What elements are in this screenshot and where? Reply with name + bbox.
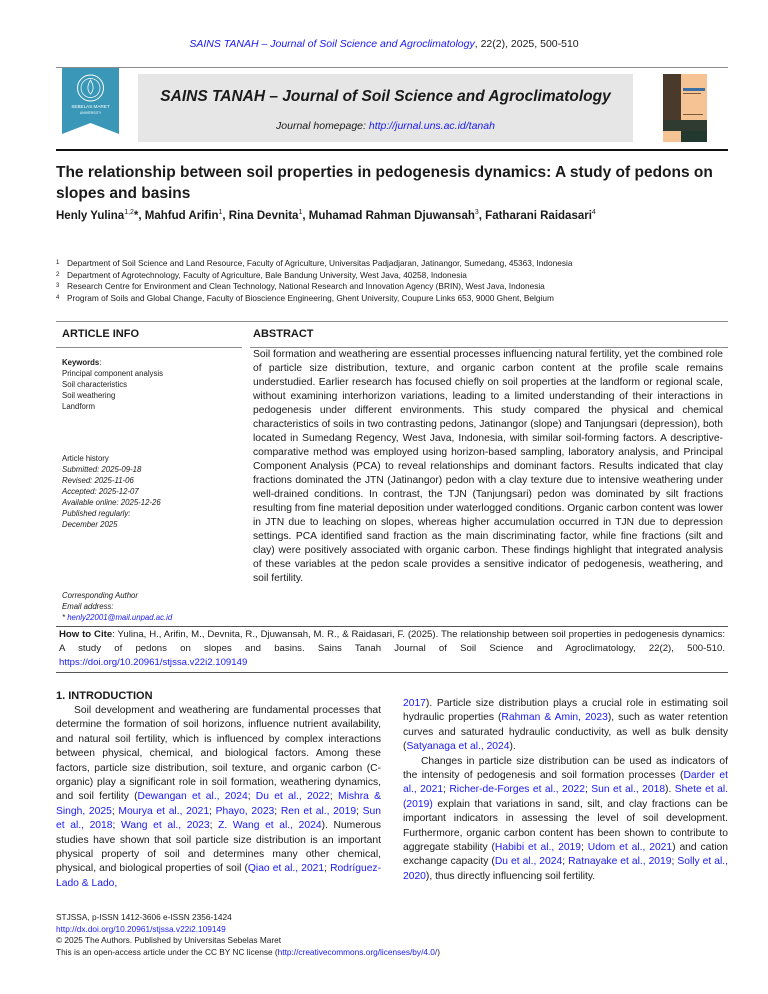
body-text: explain that variations in sand, silt, and clay fractions can be important indicators in assessing the level of soil development. Furthermore, organic carbon content has been shown to contribute to aggregate stability (: [403, 798, 728, 854]
history-submitted: Submitted: 2025-09-18: [62, 465, 142, 474]
citation-link[interactable]: Solly et al., 2020: [403, 856, 728, 882]
history-published: Published regularly:: [62, 509, 131, 518]
citation-link[interactable]: Qiao et al., 2021: [247, 863, 325, 875]
journal-cover-image: [663, 74, 707, 142]
logo-text-line1: SEBELAS MARET: [71, 104, 110, 109]
author: Rina Devnita$^1$: [228, 209, 303, 222]
article-history: [62, 453, 244, 530]
citation-link[interactable]: Du et al., 2022: [255, 791, 330, 803]
section-heading-introduction: 1. INTRODUCTION: [56, 690, 153, 702]
body-text: ).: [665, 784, 675, 796]
page-footer: [56, 912, 656, 958]
body-text: ;: [584, 784, 592, 796]
citation-link[interactable]: Richer-de-Forges et al., 2022: [449, 784, 585, 796]
body-text: ;: [581, 842, 588, 854]
journal-homepage: [138, 120, 633, 132]
citation-link[interactable]: Du et al., 2024: [494, 856, 563, 868]
email-link[interactable]: henly22001@mail.unpad.ac.id: [67, 613, 173, 622]
intro-paragraph: [56, 704, 381, 891]
cite-label: How to Cite: [59, 629, 113, 640]
running-head-journal[interactable]: SAINS TANAH – Journal of Soil Science and Agroclimatology: [189, 38, 475, 50]
body-text: ;: [111, 805, 119, 817]
body-text: ;: [324, 863, 331, 875]
citation-link[interactable]: Satyanaga et al., 2024: [406, 741, 510, 753]
citation-link[interactable]: Z. Wang et al., 2024: [218, 820, 322, 832]
body-text: ), thus directly influencing soil fertility.: [425, 870, 596, 882]
body-text: ;: [443, 784, 450, 796]
affiliation: 3 Research Centre for Environment and Clean Technology, National Research and Innovation Agency (BRIN), West Java, Indonesia: [56, 281, 545, 292]
body-text: ;: [329, 791, 338, 803]
footer-copyright: © 2025 The Authors. Published by Universitas Sebelas Maret: [56, 935, 282, 945]
affiliations: [56, 258, 736, 304]
body-text: ) and cation exchange capacity (: [403, 842, 728, 868]
cite-bottom-rule: [56, 672, 728, 673]
body-text: ). Numerous studies have shown that soil particle size distribution is an important physical property of soil and determines many other chemical, physical, and biological properties of soil (: [56, 820, 381, 875]
homepage-label: Journal homepage:: [276, 120, 369, 132]
keyword: Principal component analysis: [62, 369, 163, 378]
body-text: ;: [562, 856, 569, 868]
body-column-left: [56, 690, 381, 891]
email-label: Email address:: [62, 602, 114, 611]
body-text: ). Particle size distribution plays a crucial role in estimating soil hydraulic properties (: [403, 698, 728, 724]
running-head: [0, 38, 768, 50]
university-logo: [62, 68, 119, 134]
citation-link[interactable]: Mishra & Singh, 2025: [56, 791, 381, 817]
citation-link[interactable]: Rodríguez-Lado & Lado,: [56, 863, 382, 889]
keyword: Landform: [62, 402, 95, 411]
corresponding-label: Corresponding Author: [62, 591, 138, 600]
citation-link[interactable]: Dewangan et al., 2024: [137, 791, 248, 803]
body-text: ;: [209, 820, 219, 832]
masthead-top-rule: [56, 67, 728, 68]
citation-link[interactable]: Ren et al., 2019: [280, 805, 357, 817]
body-text: ;: [112, 820, 121, 832]
keyword: Soil weathering: [62, 391, 116, 400]
history-online: Available online: 2025-12-26: [62, 498, 161, 507]
cite-doi-link[interactable]: https://doi.org/10.20961/stjssa.v22i2.109149: [59, 657, 248, 668]
article-info-rule: [56, 347, 242, 348]
paper-title: The relationship between soil properties in pedogenesis dynamics: A study of pedons on slopes and basins: [56, 164, 713, 202]
citation-link[interactable]: Sun et al., 2018: [591, 784, 666, 796]
license-link[interactable]: http://creativecommons.org/licenses/by/4.0/: [277, 946, 438, 957]
how-to-cite: [56, 628, 728, 670]
body-text: ;: [356, 805, 363, 817]
citation-link[interactable]: Shete et al. (2019): [403, 784, 728, 810]
abstract-text: Soil formation and weathering are essential processes influencing natural fertility, yet the combined role of particle size distribution, texture, and organic carbon content at the profile scale remains understudied. Earlier research has focused chiefly on soil properties at the landform or regional scale, without examining interhorizon variations, leading to a limited understanding of their interactions in pedogenesis under different environments. This study compared the physical and chemical characteristics of soils in two contrasting pedons, Jatinangor (slope) and Tanjungsari (depression), both located in Sumedang Regency, West Java, Indonesia, with similar soil-forming factors. A descriptive-comparative method was employed using horizon-based sampling, laboratory analysis, and Principal Component Analysis (PCA) to reveal relationships and dominant factors. Results indicated that clay fractions dominated the JTN (Jatinangor) pedon with a clay texture due to intensive weathering under well-drained conditions. In contrast, the TJN (Tanjungsari) pedon was dominated by silt fractions resulting from fine material deposition under waterlogged conditions. Organic carbon content was lower in JTN due to leaching on slopes, whereas higher accumulation occurred in TJN due to depression settings. PCA identified sand fraction as the main discriminating factor, while fine fractions (silt and clay) were positively associated with organic carbon. These findings highlight that integrated analysis of these variables at the pedon scale provides a sensitive indicator of pedogenesis, weathering, and soil fertility.: [253, 349, 723, 584]
citation-link[interactable]: Rahman & Amin, 2023: [501, 712, 608, 724]
intro-paragraph: [403, 697, 728, 755]
footer-issn: STJSSA, p-ISSN 1412-3606 e-ISSN 2356-1424: [56, 912, 232, 922]
body-text: ;: [671, 856, 678, 868]
intro-paragraph: [403, 755, 728, 885]
history-published-date: December 2025: [62, 520, 118, 529]
author: Mahfud Arifin$^1$: [144, 209, 223, 222]
author: Muhamad Rahman Djuwansah$^3$: [308, 209, 479, 222]
body-text: Soil development and weathering are fundamental processes that determine the formation of soil horizons, influence nutrient availability, and natural soil fertility, which is influenced by complex interactions between physical, chemical, and biological factors. Among these factors, particle size distribution, soil texture, and organic carbon (C-organic) play a significant role in soil formation, weathering dynamics, and soil fertility (: [56, 705, 381, 803]
citation-link[interactable]: Phayo, 2023: [215, 805, 275, 817]
author-list: Henly Yulina$^{1,2}$*, Mahfud Arifin$^1$, Rina Devnita$^1$, Muhamad Rahman Djuwansah$^3$, Fatharani Raidasari$^4$: [56, 209, 596, 222]
keywords-label: Keywords: [62, 358, 100, 367]
body-text: ;: [274, 805, 281, 817]
citation-link[interactable]: 2017: [403, 698, 426, 709]
article-info-heading: ARTICLE INFO: [62, 328, 139, 340]
corresponding-author: Corresponding Author Email address: * henly22001@mail.unpad.ac.id: [62, 590, 244, 623]
citation-link[interactable]: Ratnayake et al., 2019: [568, 856, 672, 868]
affiliation: 4 Program of Soils and Global Change, Faculty of Bioscience Engineering, Ghent University, Coupure Links 653, 9000 Ghent, Belgium: [56, 292, 554, 303]
masthead-box: [138, 74, 633, 142]
body-text: ).: [509, 741, 516, 753]
logo-text-line2: UNIVERSITY: [79, 111, 102, 115]
footer-doi-link[interactable]: http://dx.doi.org/10.20961/stjssa.v22i2.109149: [56, 923, 226, 934]
running-head-volume: , 22(2), 2025, 500-510: [474, 38, 579, 50]
homepage-link[interactable]: http://jurnal.uns.ac.id/tanah: [368, 120, 495, 132]
masthead-title: SAINS TANAH – Journal of Soil Science and Agroclimatology: [160, 88, 611, 105]
keywords-block: Keywords: Principal component analysis Soil characteristics Soil weathering Landform: [62, 357, 244, 412]
affiliation: 1 Department of Soil Science and Land Resource, Faculty of Agriculture, Universitas Padjadjaran, Jatinangor, Sumedang, 45363, Indonesia: [56, 258, 573, 268]
citation-link[interactable]: Habibi et al., 2019: [494, 842, 582, 854]
body-text: ;: [247, 791, 256, 803]
history-label: Article history: [62, 454, 109, 463]
footer-license: This is an open-access article under the CC BY NC license (http://creativecommons.org/licenses/by/4.0/): [56, 946, 440, 957]
body-text: ), such as water retention curves and saturated hydraulic conductivity, as well as bulk density (: [403, 712, 729, 753]
article-info-top-rule: [56, 321, 728, 322]
abstract-heading: ABSTRACT: [253, 328, 314, 340]
history-revised: Revised: 2025-11-06: [62, 476, 134, 485]
author: Henly Yulina$^{1,2}$*: [56, 209, 139, 222]
affiliation: 2 Department of Agrotechnology, Faculty of Agriculture, Bale Bandung University, West Java, 40258, Indonesia: [56, 269, 467, 280]
citation-link[interactable]: Darder et al., 2021: [403, 770, 728, 796]
masthead-bottom-rule: [56, 149, 728, 151]
keyword: Soil characteristics: [62, 380, 127, 389]
author: Fatharani Raidasari$^4$: [485, 209, 596, 222]
citation-link[interactable]: Sun et al., 2018: [56, 805, 381, 832]
citation-link[interactable]: Wang et al., 2023: [121, 820, 210, 832]
cite-top-rule: [56, 626, 728, 627]
history-accepted: Accepted: 2025-12-07: [62, 487, 139, 496]
body-column-right: [403, 697, 728, 884]
citation-link[interactable]: Udom et al., 2021: [587, 842, 673, 854]
cite-text: : Yulina, H., Arifin, M., Devnita, R., Djuwansah, M. R., & Raidasari, F. (2025). The relationship between soil properties in pedogenesis dynamics: A study of pedons on slopes and basins. Sains Tanah Journal of Soil Science and Agroclimatology, 22(2), 500-510.: [59, 629, 726, 654]
body-text: Changes in particle size distribution can be used as indicators of the intensity of pedogenesis and soil formation processes (: [403, 755, 728, 782]
citation-link[interactable]: Mourya et al., 2021: [118, 805, 210, 817]
body-text: ;: [209, 805, 216, 817]
